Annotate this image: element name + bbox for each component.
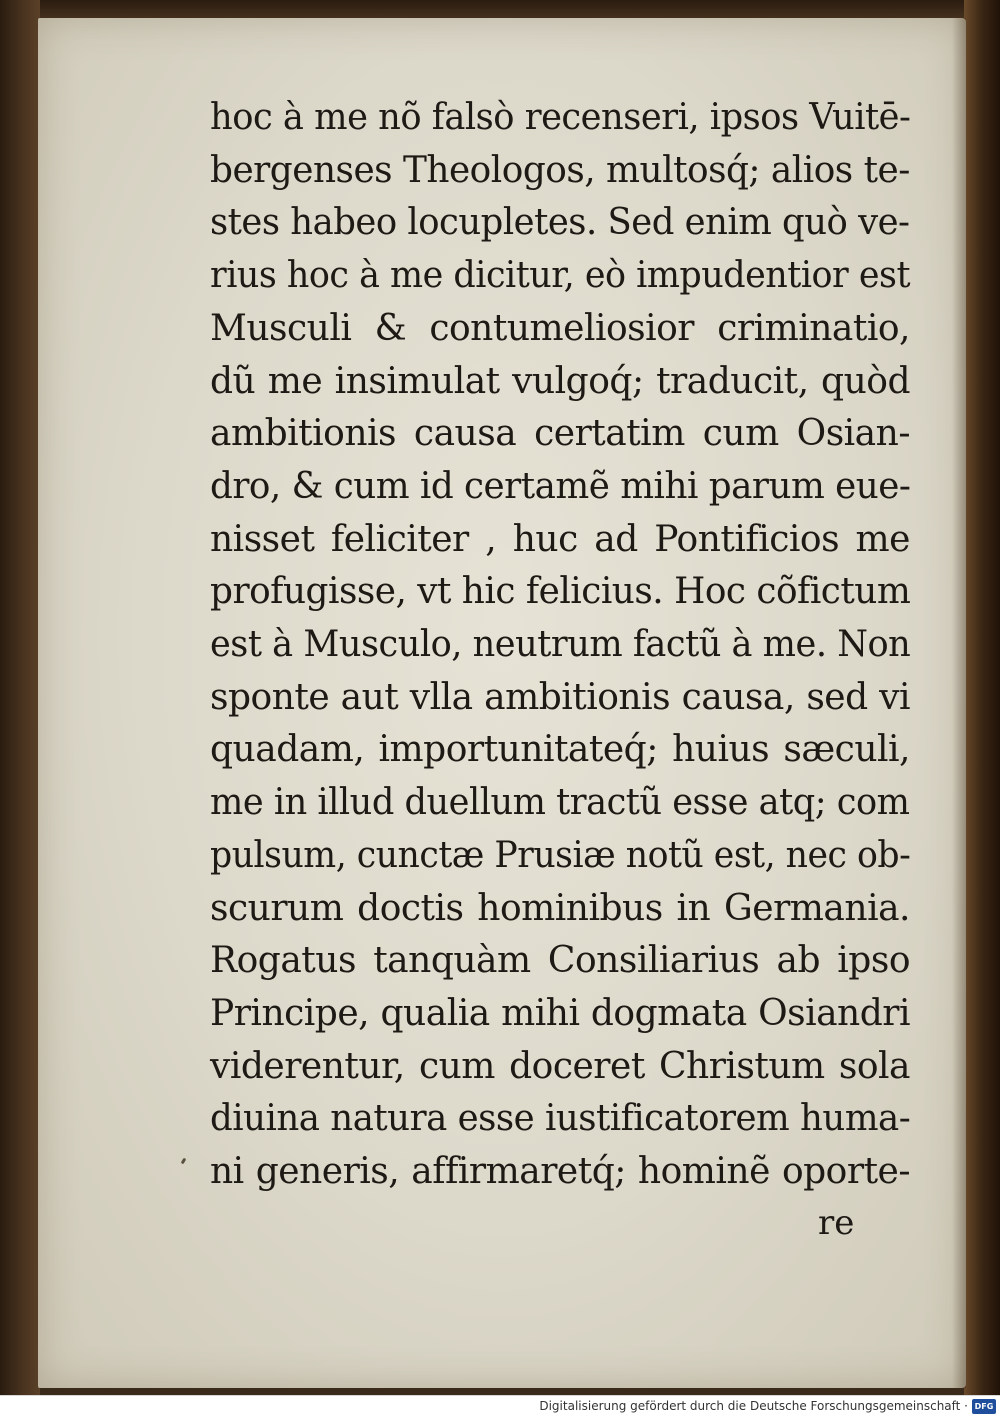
footer-credit: Digitalisierung gefördert durch die Deutsche Forschungsgemeinschaft ·: [539, 1399, 968, 1413]
text-line: ni generis, affirmaretq́; hominẽ oporte-: [210, 1151, 910, 1193]
text-line: pulsum, cunctæ Prusiæ notũ est, nec ob-: [210, 834, 911, 876]
ink-speck: [181, 1158, 187, 1165]
text-line: scurum doctis hominibus in Germania.: [210, 887, 910, 929]
text-line: rius hoc à me dicitur, eò impudentior est: [210, 255, 910, 297]
text-line: viderentur, cum doceret Christum sola: [210, 1045, 910, 1087]
text-line: bergenses Theologos, multosq́; alios te-: [210, 149, 910, 191]
text-line: profugisse, vt hic felicius. Hoc cõfictum: [210, 571, 911, 613]
catchword: re: [818, 1203, 855, 1243]
binding-right: [964, 0, 1000, 1395]
text-line: sponte aut vlla ambitionis causa, sed vi: [210, 676, 910, 718]
text-line: hoc à me nõ falsò recenseri, ipsos Vuitē-: [210, 97, 911, 138]
text-line: Musculi & contumeliosior criminatio,: [210, 307, 910, 349]
text-line: Rogatus tanquàm Consiliarius ab ipso: [210, 940, 910, 982]
text-line: Principe, qualia mihi dogmata Osiandri: [210, 992, 910, 1034]
text-line: est à Musculo, neutrum factũ à me. Non: [210, 624, 911, 666]
text-line: dro, & cum id certamẽ mihi parum eue-: [210, 465, 911, 507]
binding-left: [0, 0, 40, 1395]
text-line: diuina natura esse iustificatorem huma-: [210, 1098, 911, 1140]
page-edge-shadow: [952, 18, 966, 1388]
text-line: dũ me insimulat vulgoq́; traducit, quòd: [210, 360, 910, 402]
dfg-logo-icon: DFG: [972, 1399, 996, 1414]
text-line: quadam, importunitateq́; huius sæculi,: [210, 729, 910, 771]
book-page: [38, 18, 966, 1388]
text-line: me in illud duellum tractũ esse atq; com: [210, 782, 910, 824]
text-line: nisset feliciter , huc ad Pontificios me: [210, 518, 910, 560]
text-line: ambitionis causa certatim cum Osian-: [210, 413, 910, 455]
footer-bar: [0, 1395, 1000, 1418]
text-line: stes habeo locupletes. Sed enim quò ve-: [210, 202, 910, 244]
page-text: [210, 92, 910, 1199]
